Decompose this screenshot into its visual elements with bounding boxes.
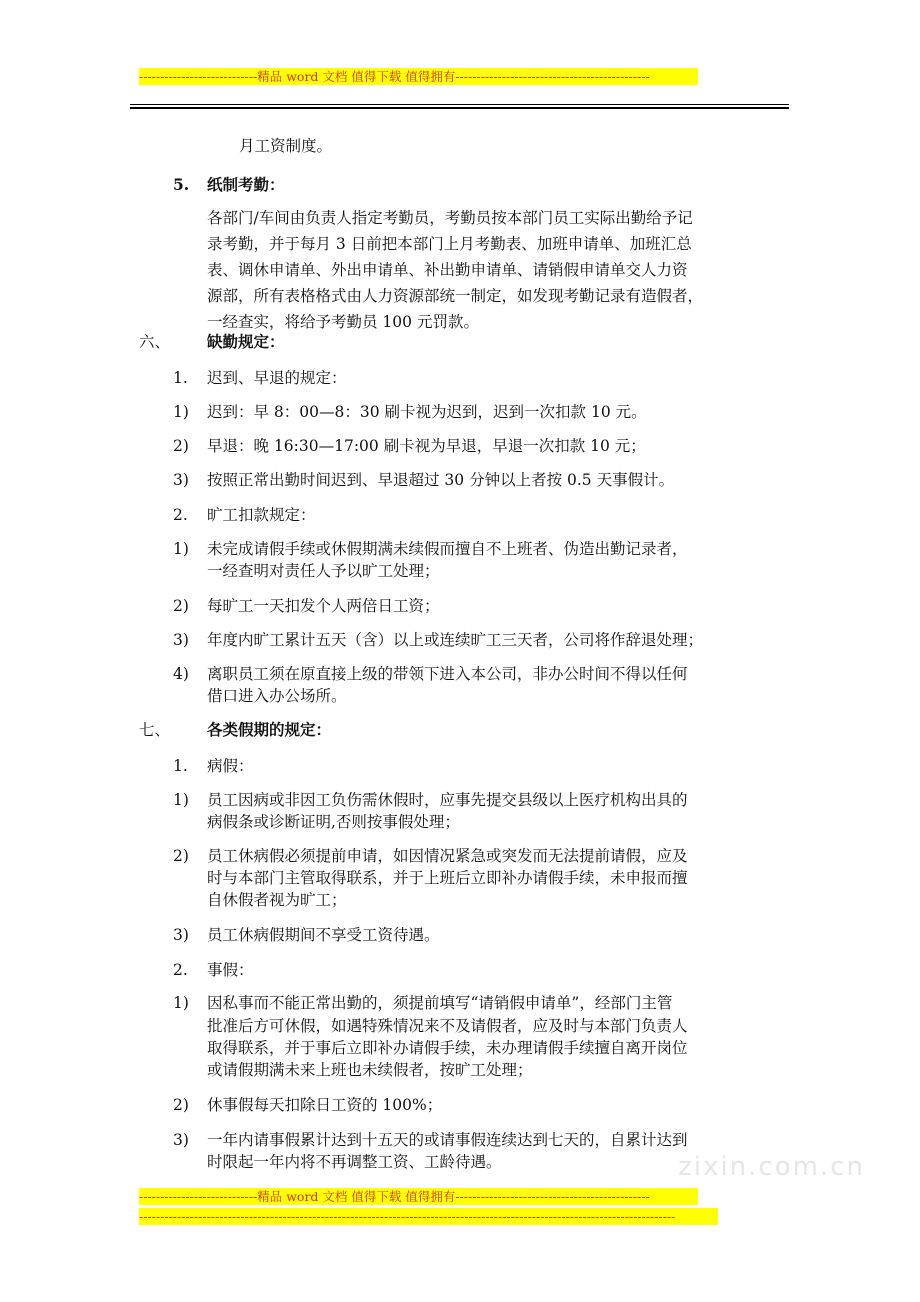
item-heading: 病假： [207, 757, 254, 775]
sub-item-number: 1) [173, 403, 189, 421]
item-heading: 旷工扣款规定： [207, 506, 316, 524]
paragraph-line: 月工资制度。 [239, 137, 333, 155]
section-heading: 缺勤规定： [207, 332, 285, 351]
sub-item-text: 时限起一年内将不再调整工资、工龄待遇。 [207, 1153, 502, 1171]
sub-item-number: 3) [173, 471, 189, 489]
section-number: 七、 [139, 721, 171, 739]
item-number: 5. [173, 175, 190, 194]
sub-item-number: 3) [173, 1131, 189, 1149]
sub-item-number: 2) [173, 1096, 189, 1114]
sub-item-number: 3) [173, 631, 189, 649]
sub-item-text: 每旷工一天扣发个人两倍日工资； [207, 597, 440, 615]
paragraph-line: 一经查实，将给予考勤员 100 元罚款。 [207, 313, 479, 331]
sub-item-text: 离职员工须在原直接上级的带领下进入本公司，非办公时间不得以任何 [207, 665, 688, 683]
sub-item-number: 1) [173, 540, 189, 558]
item-number: 2. [173, 506, 188, 524]
sub-item-text: 自休假者视为旷工； [207, 891, 347, 909]
item-heading: 迟到、早退的规定： [207, 369, 347, 387]
paragraph-line: 各部门/车间由负责人指定考勤员，考勤员按本部门员工实际出勤给予记 [207, 209, 693, 227]
section-heading: 各类假期的规定： [207, 720, 332, 739]
sub-item-text: 按照正常出勤时间迟到、早退超过 30 分钟以上者按 0.5 天事假计。 [207, 471, 675, 489]
paragraph-line: 源部，所有表格格式由人力资源部统一制定，如发现考勤记录有造假者， [207, 287, 704, 305]
item-number: 1. [173, 757, 188, 775]
item-number: 1. [173, 369, 188, 387]
watermark-logo: zixin.com.cn [678, 1152, 865, 1182]
sub-item-text: 早退：晚 16:30—17:00 刷卡视为早退，早退一次扣款 10 元； [207, 437, 646, 455]
sub-item-text: 员工休病假必须提前申请，如因情况紧急或突发而无法提前请假，应及 [207, 847, 688, 865]
sub-item-text: 未完成请假手续或休假期满未续假而擅自不上班者、伪造出勤记录者， [207, 540, 688, 558]
sub-item-number: 2) [173, 437, 189, 455]
header-rule-thick [130, 107, 789, 109]
sub-item-text: 或请假期满未来上班也未续假者，按旷工处理； [207, 1061, 533, 1079]
header-banner: ----------------------------精品 word 文档 值得下载 值得拥有---------------------------------------------- [139, 68, 698, 85]
sub-item-number: 1) [173, 791, 189, 809]
sub-item-number: 4) [173, 665, 189, 683]
sub-item-text: 借口进入办公场所。 [207, 687, 347, 705]
sub-item-text: 年度内旷工累计五天（含）以上或连续旷工三天者，公司将作辞退处理； [207, 631, 704, 649]
sub-item-text: 因私事而不能正常出勤的，须提前填写“请销假申请单”，经部门主管 [207, 994, 673, 1012]
footer-banner-dashes: ------------------------------------------------------------------------------------------------------------------------------- [139, 1208, 718, 1225]
paragraph-line: 录考勤，并于每月 3 日前把本部门上月考勤表、加班申请单、加班汇总 [207, 235, 692, 253]
item-heading: 纸制考勤： [207, 175, 285, 194]
sub-item-text: 取得联系，并于事后立即补办请假手续，未办理请假手续擅自离开岗位 [207, 1039, 688, 1057]
sub-item-text: 员工因病或非因工负伤需休假时，应事先提交县级以上医疗机构出具的 [207, 791, 688, 809]
sub-item-text: 员工休病假期间不享受工资待遇。 [207, 926, 440, 944]
item-number: 2. [173, 961, 188, 979]
sub-item-number: 3) [173, 926, 189, 944]
sub-item-text: 一年内请事假累计达到十五天的或请事假连续达到七天的，自累计达到 [207, 1131, 688, 1149]
section-number: 六、 [139, 333, 171, 351]
sub-item-text: 迟到：早 8：00—8：30 刷卡视为迟到，迟到一次扣款 10 元。 [207, 403, 647, 421]
paragraph-line: 表、调休申请单、外出申请单、补出勤申请单、请销假申请单交人力资 [207, 261, 688, 279]
sub-item-text: 一经查明对责任人予以旷工处理； [207, 562, 440, 580]
sub-item-number: 2) [173, 847, 189, 865]
sub-item-text: 病假条或诊断证明,否则按事假处理； [207, 813, 460, 831]
sub-item-text: 批准后方可休假，如遇特殊情况来不及请假者，应及时与本部门负责人 [207, 1017, 688, 1035]
sub-item-number: 2) [173, 597, 189, 615]
item-heading: 事假： [207, 961, 254, 979]
sub-item-text: 时与本部门主管取得联系，并于上班后立即补办请假手续，未申报而擅 [207, 869, 688, 887]
sub-item-number: 1) [173, 994, 189, 1012]
header-rule-thin [130, 104, 789, 105]
sub-item-text: 休事假每天扣除日工资的 100%； [207, 1096, 443, 1114]
footer-banner: ----------------------------精品 word 文档 值得下载 值得拥有---------------------------------------------- [139, 1188, 698, 1205]
